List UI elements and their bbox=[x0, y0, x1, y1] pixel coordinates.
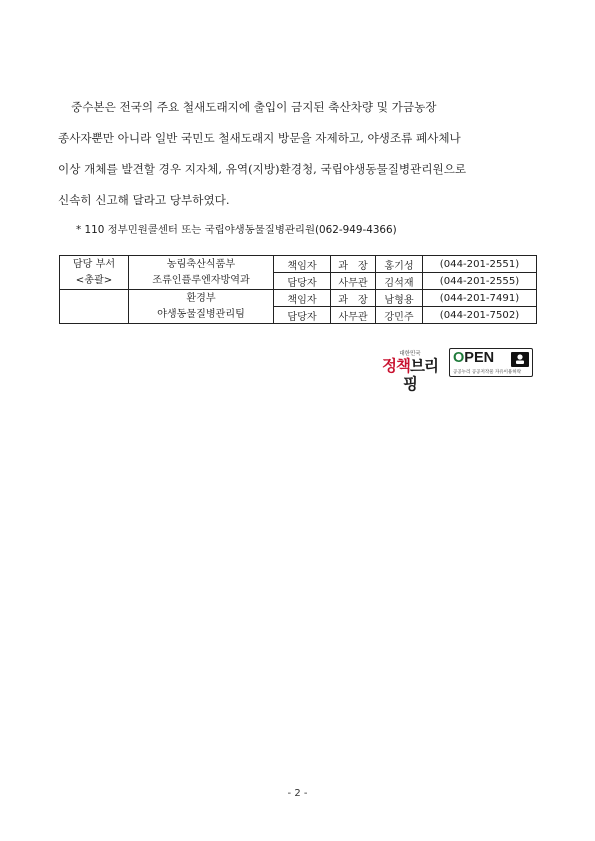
open-license-badge bbox=[449, 348, 533, 377]
paragraph-line: 이상 개체를 발견할 경우 지자체, 유역(지방)환경청, 국립야생동물질병관리원으로 bbox=[58, 162, 467, 176]
hotline-note: * 110 정부민원콜센터 또는 국립야생동물질병관리원(062-949-4366) bbox=[76, 224, 397, 236]
position-cell: 과 장 bbox=[331, 256, 376, 273]
phone-cell: (044-201-2555) bbox=[423, 273, 537, 290]
role-cell: 담당자 bbox=[274, 273, 331, 290]
dept-empty-cell bbox=[60, 290, 129, 324]
ministry-name: 농림축산식품부 bbox=[166, 258, 236, 270]
name-cell: 강민주 bbox=[376, 307, 423, 324]
ministry-name: 환경부 bbox=[186, 292, 216, 304]
phone-cell: (044-201-2551) bbox=[423, 256, 537, 273]
table-row bbox=[60, 256, 537, 273]
policy-briefing-logo bbox=[378, 349, 442, 393]
license-type-icon bbox=[511, 352, 529, 367]
position-cell: 사무관 bbox=[331, 273, 376, 290]
paragraph-line: 종사자뿐만 아니라 일반 국민도 철새도래지 방문을 자제하고, 야생조류 폐사체나 bbox=[58, 131, 461, 145]
division-name: 조류인플루엔자방역과 bbox=[152, 274, 250, 286]
org-cell bbox=[129, 290, 274, 324]
paragraph-line: 중수본은 전국의 주요 철새도래지에 출입이 금지된 축산차량 및 가금농장 bbox=[71, 100, 437, 114]
position-cell: 사무관 bbox=[331, 307, 376, 324]
contact-table bbox=[59, 255, 537, 324]
role-cell: 담당자 bbox=[274, 307, 331, 324]
name-cell: 홍기성 bbox=[376, 256, 423, 273]
paragraph-line: 신속히 신고해 달라고 당부하였다. bbox=[58, 193, 230, 207]
person-icon bbox=[511, 352, 529, 367]
role-cell: 책임자 bbox=[274, 256, 331, 273]
open-o-glyph: O bbox=[453, 350, 465, 366]
dept-label-cell bbox=[60, 256, 129, 290]
name-cell: 남형용 bbox=[376, 290, 423, 307]
body-paragraph bbox=[58, 92, 543, 216]
open-wordmark bbox=[453, 350, 494, 366]
logo-wordmark-red: 정책 bbox=[382, 357, 410, 375]
role-cell: 책임자 bbox=[274, 290, 331, 307]
phone-cell: (044-201-7502) bbox=[423, 307, 537, 324]
division-name: 야생동물질병관리팀 bbox=[157, 308, 245, 320]
logo-caption: 대한민국 bbox=[399, 351, 421, 357]
position-cell: 과 장 bbox=[331, 290, 376, 307]
logo-wordmark-dark: 브리핑 bbox=[403, 357, 438, 393]
table-row bbox=[60, 290, 537, 307]
open-word: PEN bbox=[464, 350, 495, 366]
org-cell bbox=[129, 256, 274, 290]
page-number: - 2 - bbox=[287, 788, 308, 799]
logo-wordmark bbox=[378, 357, 442, 393]
phone-cell: (044-201-7491) bbox=[423, 290, 537, 307]
dept-label: 담당 부서 bbox=[72, 258, 116, 270]
name-cell: 김석재 bbox=[376, 273, 423, 290]
dept-sublabel: <총괄> bbox=[75, 274, 113, 286]
open-caption: 공공누리 공공저작물 자유이용허락 bbox=[453, 370, 522, 375]
